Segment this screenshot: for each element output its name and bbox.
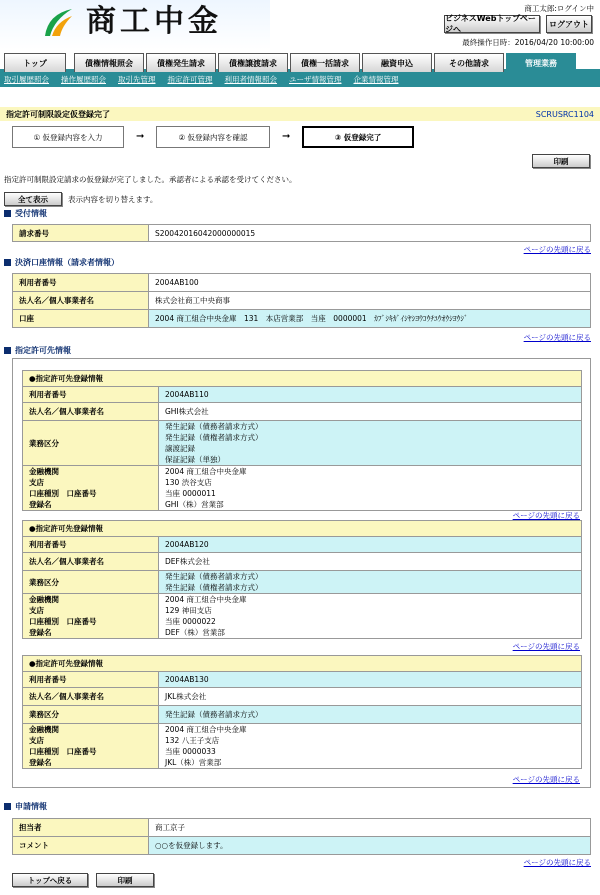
comment-value: ○○を仮登録します。 (149, 837, 591, 855)
permit-company-value: JKL株式会社 (159, 688, 582, 706)
permit-business-value: 発生記録（債務者請求方式） 発生記録（債権者請求方式） 譲渡記録 保証記録（単独） (159, 421, 582, 466)
user-status: 商工太郎:ログイン中 (524, 4, 594, 13)
sub-navigation (0, 72, 600, 87)
subnav-operation-history[interactable]: 操作履歴照会 (61, 75, 106, 84)
page-top-link[interactable]: ページの先頭に戻る (523, 333, 591, 342)
staff-value: 商工京子 (149, 819, 591, 837)
tab-claim-generation[interactable]: 債権発生請求 (146, 53, 216, 72)
subnav-permit-management[interactable]: 指定許可管理 (167, 75, 213, 84)
permit-user-number-value: 2004AB110 (159, 387, 582, 403)
business-web-top-button[interactable]: ビジネスWebトップページへ (444, 15, 540, 33)
permit-user-number-label: 利用者番号 (23, 387, 159, 403)
bank-name-logo: 商工中金 (86, 4, 222, 39)
page-top-link[interactable]: ページの先頭に戻る (512, 511, 580, 520)
tab-other-requests[interactable]: その他請求 (434, 53, 504, 72)
permit-company-value: DEF株式会社 (159, 553, 582, 571)
permit-entry-heading: ●指定許可先登録情報 (23, 521, 582, 537)
permit-entry-heading: ●指定許可先登録情報 (23, 656, 582, 672)
tab-top[interactable]: トップ (4, 53, 66, 72)
permit-entry-2 (22, 520, 582, 639)
permit-user-number-label: 利用者番号 (23, 672, 159, 688)
toggle-note: 表示内容を切り替えます。 (68, 195, 158, 204)
permit-bank-label: 金融機関 支店 口座種別 口座番号 登録名 (23, 466, 159, 511)
permit-entry-1 (22, 370, 582, 511)
tab-financing[interactable]: 融資申込 (362, 53, 432, 72)
permit-user-number-label: 利用者番号 (23, 537, 159, 553)
section-settlement: 決済口座情報（請求者情報） (4, 257, 119, 268)
screen-id: SCRUSRC1104 (535, 109, 594, 119)
section-square-icon (4, 259, 11, 266)
last-operation-time: 最終操作日時：2016/04/20 10:00:00 (462, 38, 594, 47)
tab-bulk-request[interactable]: 債権一括請求 (290, 53, 360, 72)
step-arrow-icon: ➞ (136, 131, 145, 142)
print-button-bottom[interactable]: 印刷 (96, 873, 154, 887)
subnav-company-management[interactable]: 企業情報管理 (353, 75, 399, 84)
permit-bank-value: 2004 商工組合中央金庫 130 渋谷支店 当座 0000011 GHI（株）営業部 (159, 466, 582, 511)
request-number-value: S20042016042000000015 (149, 225, 591, 242)
section-square-icon (4, 803, 11, 810)
tab-management[interactable]: 管理業務 (506, 53, 576, 72)
permit-bank-value: 2004 商工組合中央金庫 129 神田支店 当座 0000022 DEF（株）営業部 (159, 594, 582, 639)
section-reception: 受付情報 (4, 208, 47, 219)
section-application: 申請情報 (4, 801, 47, 812)
permit-bank-value: 2004 商工組合中央金庫 132 八王子支店 当座 0000033 JKL（株）営業部 (159, 724, 582, 769)
permit-company-value: GHI株式会社 (159, 403, 582, 421)
permit-company-label: 法人名／個人事業者名 (23, 403, 159, 421)
show-all-button[interactable]: 全て表示 (4, 192, 62, 206)
step-2: ② 仮登録内容を確認 (156, 126, 270, 148)
request-number-label: 請求番号 (13, 225, 149, 242)
account-value: 2004 商工組合中央金庫 131 本店営業部 当座 0000001 ｶﾌﾞｼｷｶﾞｲｼﾔｼﾖｳｺｳﾁﾕｳｵｳｼﾖｳｼﾞ (149, 310, 591, 328)
settlement-table (12, 273, 591, 328)
logout-button[interactable]: ログアウト (546, 15, 592, 33)
application-table (12, 818, 591, 855)
company-name-label: 法人名／個人事業者名 (13, 292, 149, 310)
subnav-transaction-history[interactable]: 取引履歴照会 (4, 75, 49, 84)
permit-user-number-value: 2004AB120 (159, 537, 582, 553)
permit-business-label: 業務区分 (23, 571, 159, 594)
page-title-bar (0, 107, 600, 121)
page-top-link[interactable]: ページの先頭に戻る (512, 642, 580, 651)
page-top-link[interactable]: ページの先頭に戻る (523, 858, 591, 867)
subnav-partner-management[interactable]: 取引先管理 (118, 75, 156, 84)
section-permits: 指定許可先情報 (4, 345, 71, 356)
permit-company-label: 法人名／個人事業者名 (23, 688, 159, 706)
logo-area (0, 0, 270, 50)
step-3: ③ 仮登録完了 (302, 126, 414, 148)
page-title: 指定許可制限設定仮登録完了 (6, 109, 110, 119)
page-top-link[interactable]: ページの先頭に戻る (512, 775, 580, 784)
account-label: 口座 (13, 310, 149, 328)
completion-message: 指定許可制限設定請求の仮登録が完了しました。承認者による承認を受けてください。 (4, 175, 297, 184)
permit-entry-3 (22, 655, 582, 769)
permit-business-value: 発生記録（債務者請求方式） 発生記録（債権者請求方式） (159, 571, 582, 594)
user-number-value: 2004AB100 (149, 274, 591, 292)
permit-bank-label: 金融機関 支店 口座種別 口座番号 登録名 (23, 594, 159, 639)
header (0, 0, 600, 52)
tab-claim-transfer[interactable]: 債権譲渡請求 (218, 53, 288, 72)
permit-bank-label: 金融機関 支店 口座種別 口座番号 登録名 (23, 724, 159, 769)
reception-table (12, 224, 591, 242)
section-square-icon (4, 210, 11, 217)
permit-business-value: 発生記録（債務者請求方式） (159, 706, 582, 724)
step-arrow-icon: ➞ (282, 131, 291, 142)
subnav-user-info[interactable]: 利用者情報照会 (224, 75, 277, 84)
back-to-top-button[interactable]: トップへ戻る (12, 873, 88, 887)
permit-user-number-value: 2004AB130 (159, 672, 582, 688)
staff-label: 担当者 (13, 819, 149, 837)
print-button[interactable]: 印刷 (532, 154, 590, 168)
bank-logo-icon (42, 6, 76, 40)
permit-business-label: 業務区分 (23, 421, 159, 466)
page-top-link[interactable]: ページの先頭に戻る (523, 245, 591, 254)
step-1: ① 仮登録内容を入力 (12, 126, 124, 148)
company-name-value: 株式会社商工中央商事 (149, 292, 591, 310)
permit-entry-heading: ●指定許可先登録情報 (23, 371, 582, 387)
tab-claim-inquiry[interactable]: 債権情報照会 (74, 53, 144, 72)
permit-business-label: 業務区分 (23, 706, 159, 724)
comment-label: コメント (13, 837, 149, 855)
section-square-icon (4, 347, 11, 354)
user-number-label: 利用者番号 (13, 274, 149, 292)
main-tabs (0, 52, 600, 72)
subnav-user-management[interactable]: ユーザ情報管理 (289, 75, 342, 84)
permit-company-label: 法人名／個人事業者名 (23, 553, 159, 571)
